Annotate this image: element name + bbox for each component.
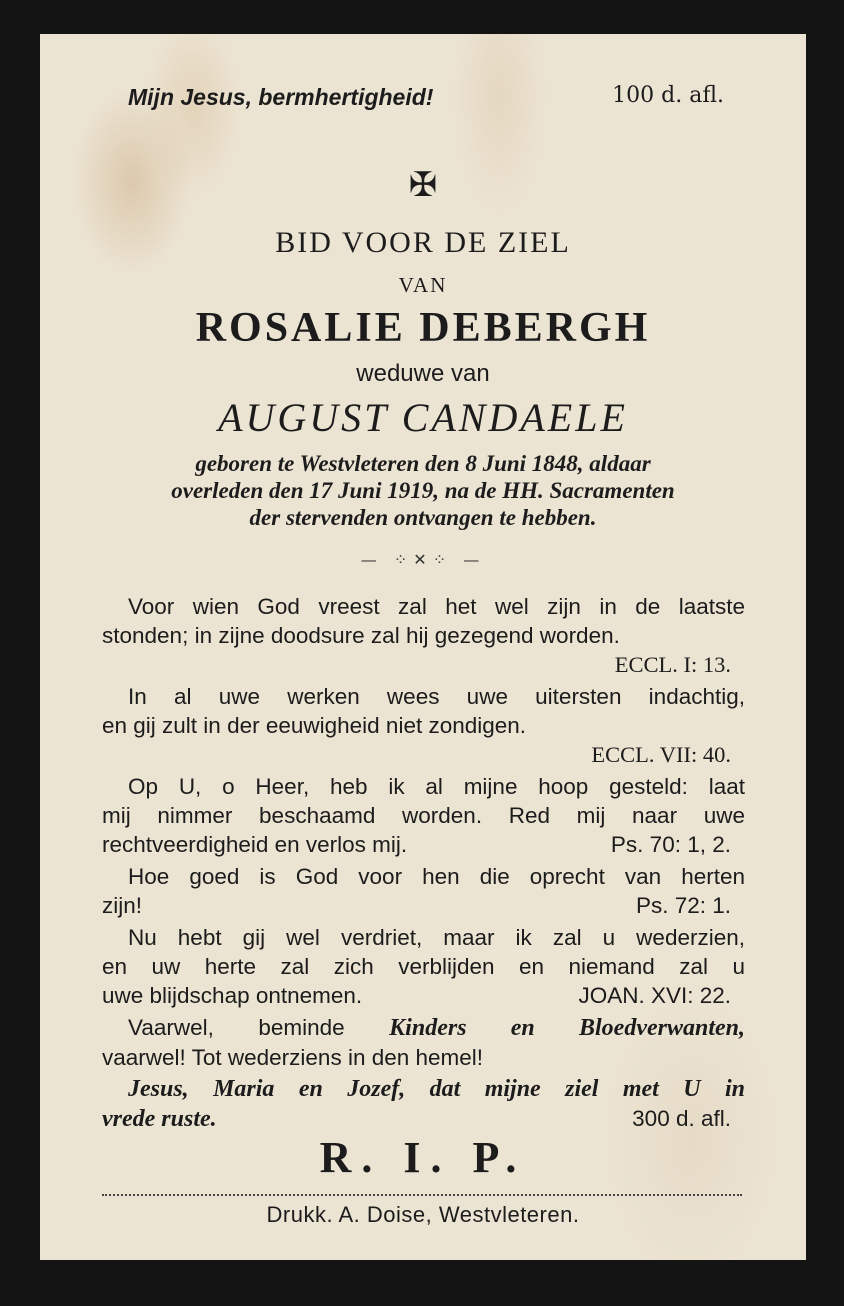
latin-cross-icon: ✠ [408, 165, 438, 205]
verse-line: en uw herte zal zich verblijden en niemand zal u [102, 954, 745, 979]
printer-credit: Drukk. A. Doise, Westvleteren. [266, 1202, 580, 1227]
verse-line: Voor wien God vreest zal het wel zijn in de laatste [128, 594, 745, 619]
verse [102, 1075, 745, 1134]
memorial-card [40, 34, 806, 1260]
verse-line: en gij zult in der eeuwigheid niet zondigen. [102, 713, 527, 738]
verse [102, 772, 745, 859]
bio-block [40, 450, 806, 531]
relation-text: weduwe van [356, 360, 490, 387]
verse-reference: JOAN. XVI: 22. [578, 983, 731, 1008]
rip-text: R. I. P. [319, 1133, 527, 1182]
verse-line [102, 830, 745, 859]
verse-line: vaarwel! Tot wederziens in den hemel! [102, 1045, 484, 1070]
verse-line: mij nimmer beschaamd worden. Red mij naar uwe [102, 803, 745, 828]
verse [102, 682, 745, 769]
verse-line [102, 981, 745, 1010]
title-line2: VAN [398, 273, 448, 297]
deceased-name: ROSALIE DEBERGH [195, 305, 651, 351]
verse-line: stonden; in zijne doodsure zal hij gezegend worden. [102, 623, 620, 648]
verse-reference: ECCL. I: 13. [614, 652, 731, 677]
verse-reference: Ps. 70: 1, 2. [610, 832, 731, 857]
verse-reference: 300 d. afl. [632, 1106, 731, 1131]
verse-line: In al uwe werken wees uwe uitersten indachtig, [128, 684, 745, 709]
bio-line: geboren te Westvleteren den 8 Juni 1848, aldaar [195, 451, 651, 476]
title-line1: BID VOOR DE ZIEL [275, 226, 571, 259]
spouse-name: AUGUST CANDAELE [218, 395, 628, 440]
verse-line-text: zijn! [102, 893, 143, 918]
verse-line [102, 1104, 745, 1134]
verse-emphasis: Kinders en Bloedverwanten, [389, 1015, 745, 1041]
header-prayer: Mijn Jesus, bermhertigheid! [128, 84, 434, 110]
verses-block [102, 592, 745, 1137]
verse-line: Hoe goed is God voor hen die oprecht van herten [128, 864, 745, 889]
verse-reference: ECCL. VII: 40. [591, 742, 731, 767]
verse-line [102, 891, 745, 920]
verse [102, 592, 745, 679]
verse-reference: Ps. 72: 1. [635, 893, 731, 918]
verse [102, 923, 745, 1010]
verse-line-text: Vaarwel, beminde [128, 1015, 390, 1040]
verse-line [102, 1013, 745, 1043]
verse-line-text: rechtveerdigheid en verlos mij. [102, 832, 408, 857]
verse-line: Op U, o Heer, heb ik al mijne hoop gesteld: laat [128, 774, 745, 799]
dotted-divider [102, 1194, 742, 1196]
verse-line: Jesus, Maria en Jozef, dat mijne ziel met U in [128, 1076, 745, 1102]
verse [102, 862, 745, 920]
header-indulgence: 100 d. afl. [612, 83, 724, 108]
bio-line: overleden den 17 Juni 1919, na de HH. Sacramenten [171, 478, 675, 503]
verse [102, 1013, 745, 1072]
verse-line-text: uwe blijdschap ontnemen. [102, 983, 363, 1008]
verse-line-text: vrede ruste. [102, 1106, 217, 1132]
verse-line: Nu hebt gij wel verdriet, maar ik zal u wederzien, [128, 925, 745, 950]
bio-line: der stervenden ontvangen te hebben. [249, 505, 597, 530]
ornament-divider: — ⁘✕⁘ — [360, 550, 486, 569]
